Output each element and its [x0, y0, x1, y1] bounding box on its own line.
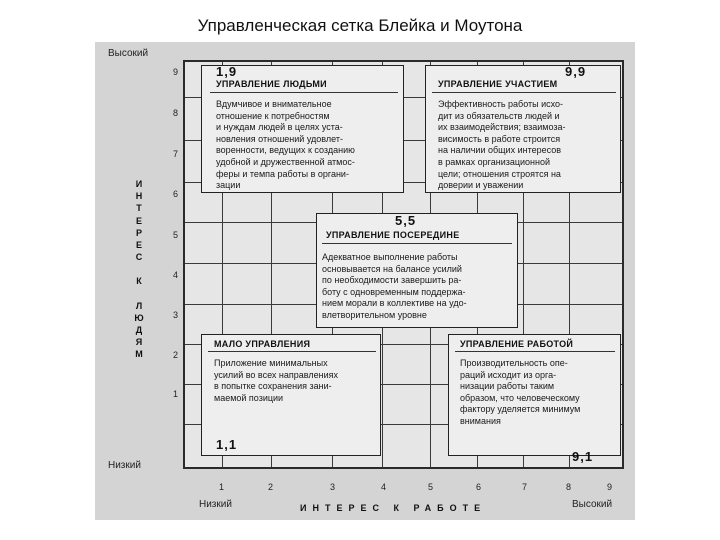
title-underline [210, 92, 398, 93]
y-tick: 5 [173, 230, 179, 240]
style-desc-5-5: Адекватное выполнение работы основывается на балансе усилий по необходимости завершить ра- боту с одновременным поддержа- нием морали в коллективе на удо- влетворительном уровне [322, 252, 467, 320]
x-tick: 1 [219, 482, 225, 492]
style-title-9-9: УПРАВЛЕНИЕ УЧАСТИЕМ [438, 79, 558, 89]
style-desc-1-1: Приложение минимальных усилий во всех направлениях в попытке сохранения зани- маемой позиции [214, 358, 338, 403]
y-axis-low-label: Низкий [108, 460, 141, 471]
coord-label-9-9: 9,9 [565, 64, 587, 79]
style-desc-9-1: Производительность опе- раций исходит из орга- низации работы таким образом, что человеческому фактору уделяется минимум внимания [460, 358, 581, 426]
x-axis-title: ИНТЕРЕС К РАБОТЕ [300, 503, 487, 513]
title-underline [208, 351, 376, 352]
style-title-5-5: УПРАВЛЕНИЕ ПОСЕРЕДИНЕ [326, 230, 460, 240]
y-axis-high-label: Высокий [108, 48, 149, 59]
style-title-9-1: УПРАВЛЕНИЕ РАБОТОЙ [460, 339, 574, 349]
y-tick: 2 [173, 350, 179, 360]
coord-label-1-1: 1,1 [216, 437, 238, 452]
x-axis-low-label: Низкий [199, 499, 232, 510]
y-axis-title: И Н Т Е Р Е С К Л Ю Д Я М [134, 179, 144, 360]
x-tick: 7 [522, 482, 528, 492]
y-tick: 8 [173, 108, 179, 118]
style-desc-1-9: Вдумчивое и внимательное отношение к потребностям и нуждам людей в целях уста- новления отношений удовлет- воренности, ведущих к созданию удобной и дружественной атмос- феры и темпа работы в органи- зации [216, 99, 355, 191]
y-tick: 4 [173, 270, 179, 280]
x-axis-high-label: Высокий [572, 499, 613, 510]
x-tick: 6 [476, 482, 482, 492]
title-underline [322, 243, 512, 244]
y-tick: 6 [173, 189, 179, 199]
title-underline [432, 92, 616, 93]
x-tick: 9 [607, 482, 613, 492]
y-tick: 9 [173, 67, 179, 77]
x-tick: 2 [268, 482, 274, 492]
coord-label-5-5: 5,5 [395, 213, 417, 228]
coord-label-1-9: 1,9 [216, 64, 238, 79]
slide-title: Управленческая сетка Блейка и Моутона [197, 16, 523, 35]
y-tick: 3 [173, 310, 179, 320]
x-tick: 8 [566, 482, 572, 492]
y-tick: 1 [173, 389, 179, 399]
style-desc-9-9: Эффективность работы исхо- дит из обязательств людей и их взаимодействия; взаимоза- висимость в работе строится на наличии общих интересов в рамках организационной цели; отношения строятся на доверии и уважении [438, 99, 566, 191]
x-tick: 5 [428, 482, 434, 492]
style-title-1-9: УПРАВЛЕНИЕ ЛЮДЬМИ [216, 79, 327, 89]
y-tick: 7 [173, 149, 179, 159]
x-tick: 4 [381, 482, 387, 492]
x-tick: 3 [330, 482, 336, 492]
style-title-1-1: МАЛО УПРАВЛЕНИЯ [214, 339, 311, 349]
title-underline [455, 351, 615, 352]
coord-label-9-1: 9,1 [572, 449, 594, 464]
